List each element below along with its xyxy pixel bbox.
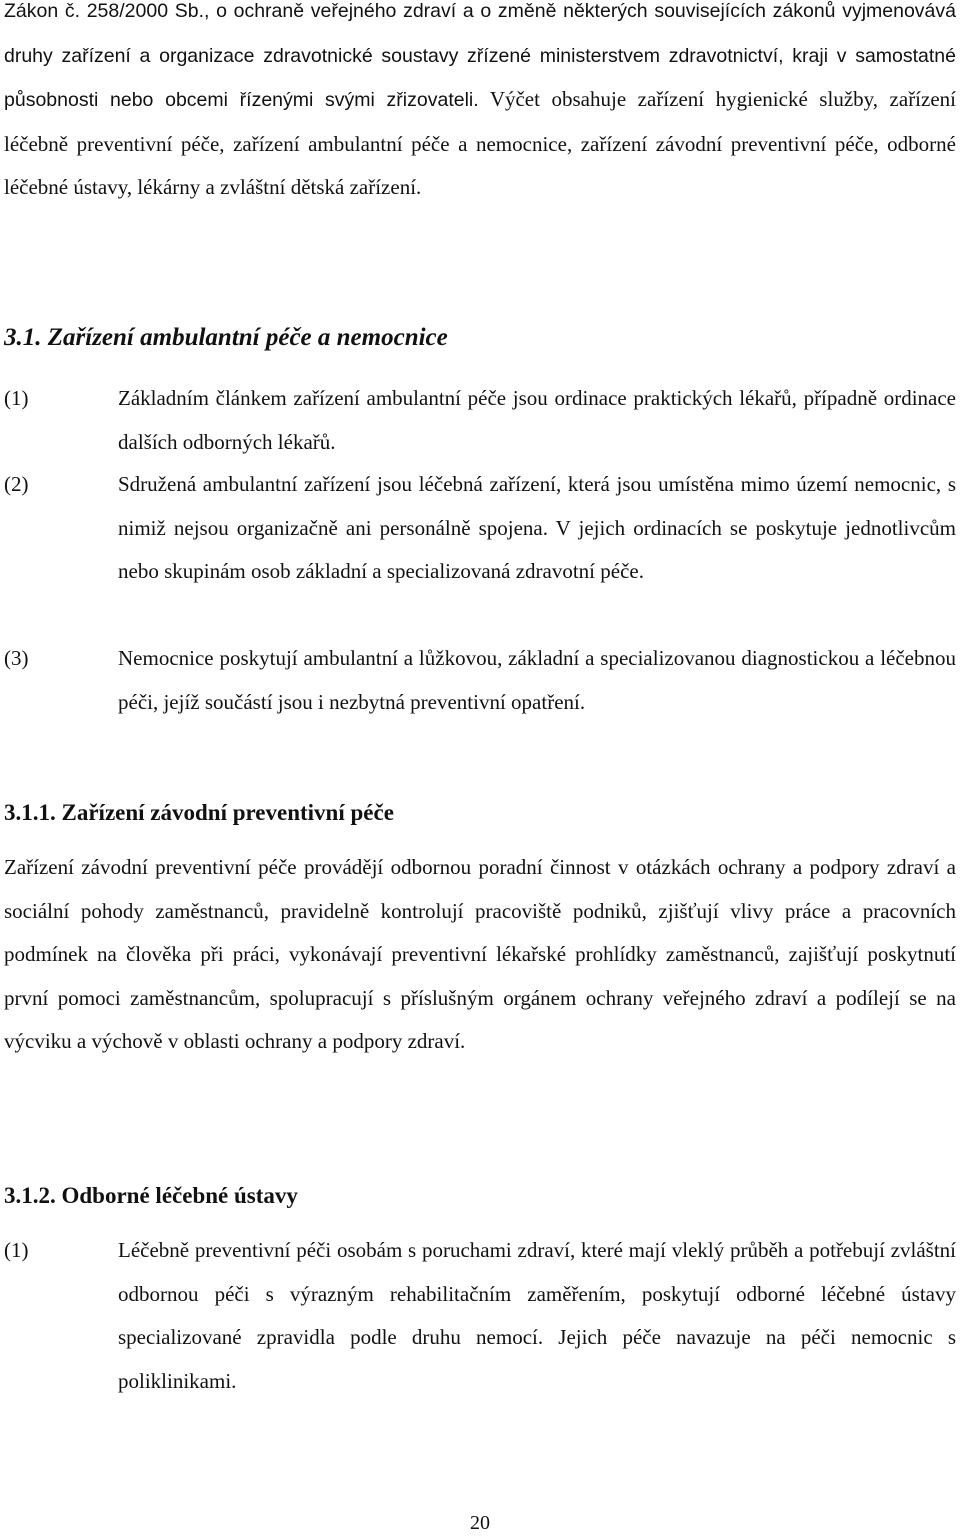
list-item-3-1-1 — [4, 377, 956, 464]
law-reference: Zákon č. 258/2000 Sb. — [4, 0, 204, 22]
item-text: Sdružená ambulantní zařízení jsou léčebná zařízení, která jsou umístěna mimo území nemocnic, s nimiž nejsou organizačně ani personálně spojena. V jejich ordinacích se poskytuje jednotlivcům nebo skupinám osob základní a specializovaná zdravotní péče. — [118, 472, 956, 583]
item-number: (1) — [4, 1238, 29, 1262]
section-heading-3-1-2: 3.1.2. Odborné léčebné ústavy — [4, 1183, 298, 1208]
page-number: 20 — [470, 1512, 490, 1534]
item-text: Nemocnice poskytují ambulantní a lůžkovou, základní a specializovanou diagnostickou a léčebnou péči, jejíž součástí jsou i nezbytná preventivní opatření. — [118, 646, 956, 714]
section-heading-3-1-1: 3.1.1. Zařízení závodní preventivní péče — [4, 800, 394, 825]
item-text: Základním článkem zařízení ambulantní péče jsou ordinace praktických lékařů, případně ordinace dalších odborných lékařů. — [118, 386, 956, 454]
item-number: (3) — [4, 646, 29, 670]
list-item-3-1-2 — [4, 463, 956, 594]
section-3-1-1-paragraph: Zařízení závodní preventivní péče provádějí odbornou poradní činnost v otázkách ochrany a podpory zdraví a sociální pohody zaměstnanců, pravidelně kontrolují pracoviště podniků, zjišťují vlivy práce a pracovních podmínek na člověka při práci, vykonávají preventivní lékařské prohlídky zaměstnanců, zajišťují poskytnutí první pomoci zaměstnancům, spolupracují s příslušným orgánem ochrany veřejného zdraví a podílejí se na výcviku a výchově v oblasti ochrany a podpory zdraví. — [4, 855, 956, 1053]
intro-text-sans: , o ochraně veřejného zdraví a o změně některých souvisejících zákonů vyjmenovává druhy zařízení a organizace zdravotnické soustavy zřízené ministerstvem zdravotnictví, kraji v samostatné působnosti nebo obcemi řízenými svými zřizovateli. — [4, 0, 956, 111]
list-item-3-1-2-1 — [4, 1229, 956, 1403]
intro-text-serif: Výčet obsahuje zařízení hygienické služby, zařízení léčebně preventivní péče, zařízení ambulantní péče a nemocnice, zařízení závodní preventivní péče, odborné léčebné ústavy, lékárny a zvláštní dětská zařízení. — [4, 87, 956, 199]
item-number: (1) — [4, 386, 29, 410]
list-item-3-1-3 — [4, 637, 956, 724]
section-heading-3-1: 3.1. Zařízení ambulantní péče a nemocnice — [4, 324, 448, 351]
intro-paragraph — [4, 0, 956, 210]
item-text: Léčebně preventivní péči osobám s poruchami zdraví, které mají vleklý průběh a potřebují zvláštní odbornou péči s výrazným rehabilitačním zaměřením, poskytují odborné léčebné ústavy specializované zpravidla podle druhu nemocí. Jejich péče navazuje na péči nemocnic s poliklinikami. — [118, 1238, 956, 1393]
item-number: (2) — [4, 472, 29, 496]
